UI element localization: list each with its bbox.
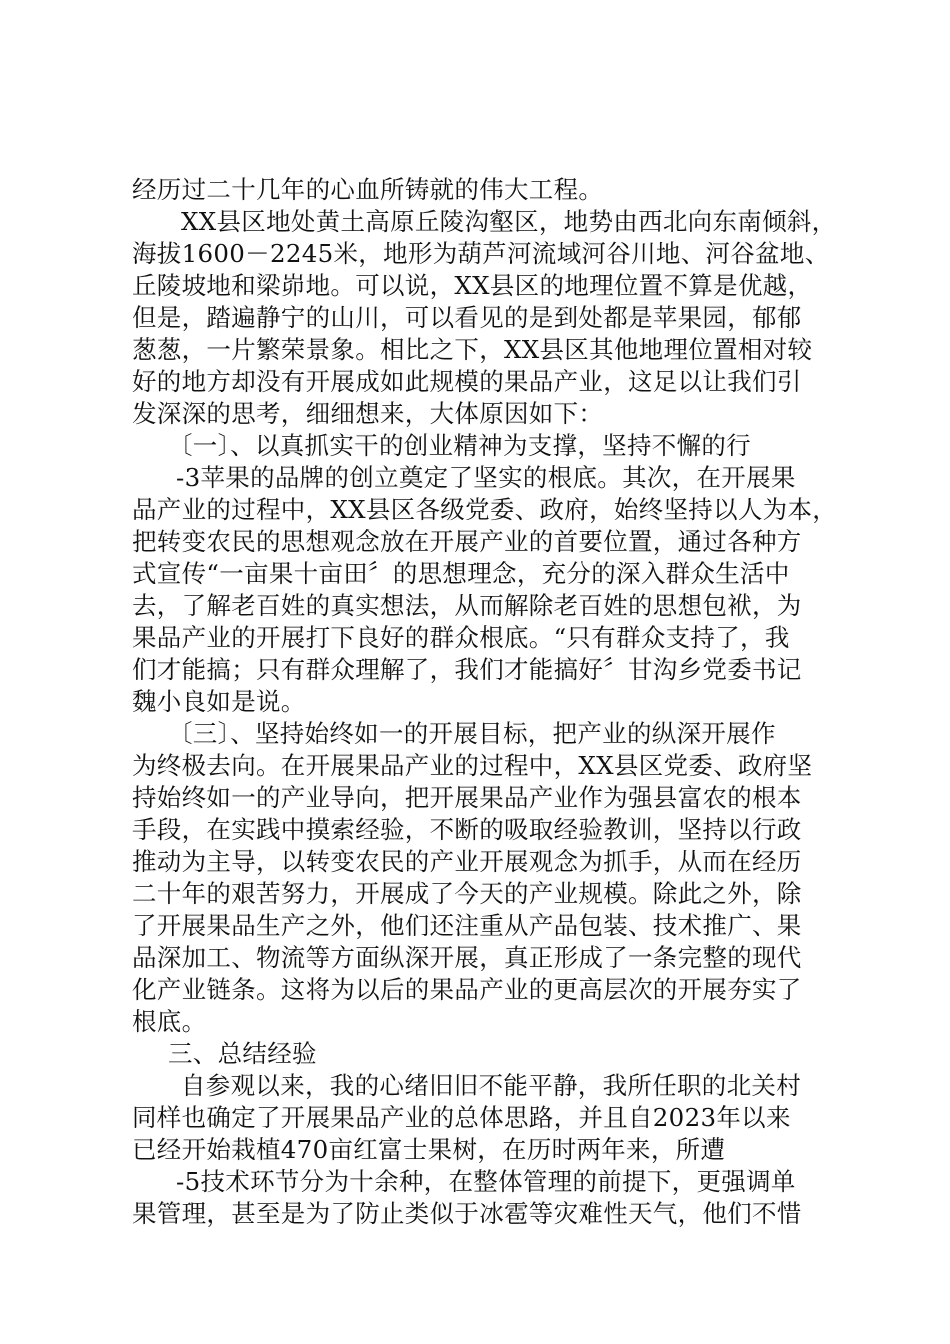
text-line: -5技术环节分为十余种，在整体管理的前提下，更强调单 bbox=[176, 1167, 796, 1196]
text-line: 品深加工、物流等方面纵深开展，真正形成了一条完整的现代 bbox=[132, 943, 802, 972]
text-line: 了开展果品生产之外，他们还注重从产品包装、技术推广、果 bbox=[132, 911, 802, 940]
text-line: 推动为主导，以转变农民的产业开展观念为抓手，从而在经历 bbox=[132, 847, 802, 876]
text-line: 手段，在实践中摸索经验，不断的吸取经验教训，坚持以行政 bbox=[132, 815, 802, 844]
text-line: 把转变农民的思想观念放在开展产业的首要位置，通过各种方 bbox=[132, 527, 802, 556]
text-line: 二十年的艰苦努力，开展成了今天的产业规模。除此之外，除 bbox=[132, 879, 802, 908]
text-line: -3苹果的品牌的创立奠定了坚实的根底。其次，在开展果 bbox=[176, 463, 796, 492]
text-line: 为终极去向。在开展果品产业的过程中，XX县区党委、政府坚 bbox=[132, 751, 813, 780]
text-line: 持始终如一的产业导向，把开展果品产业作为强县富农的根本 bbox=[132, 783, 802, 812]
text-line: 〔一〕、以真抓实干的创业精神为支撑，坚持不懈的行 bbox=[168, 431, 751, 460]
text-line: 魏小良如是说。 bbox=[132, 687, 306, 716]
text-line: 同样也确定了开展果品产业的总体思路，并且自2023年以来 bbox=[132, 1103, 791, 1132]
text-line: 品产业的过程中，XX县区各级党委、政府，始终坚持以人为本， bbox=[132, 495, 838, 524]
text-line: 果品产业的开展打下良好的群众根底。“只有群众支持了，我 bbox=[132, 623, 790, 652]
text-line: 〔三〕、坚持始终如一的开展目标，把产业的纵深开展作 bbox=[168, 719, 776, 748]
text-line: 们才能搞；只有群众理解了，我们才能搞好〞甘沟乡党委书记 bbox=[132, 655, 802, 684]
text-line: 丘陵坡地和梁峁地。可以说，XX县区的地理位置不算是优越， bbox=[132, 271, 813, 300]
text-line: 式宣传“一亩果十亩田〞的思想理念，充分的深入群众生活中 bbox=[132, 559, 790, 588]
text-line: XX县区地处黄土高原丘陵沟壑区，地势由西北向东南倾斜， bbox=[181, 207, 837, 236]
text-line: 自参观以来，我的心绪旧旧不能平静，我所任职的北关村 bbox=[181, 1071, 801, 1100]
section-heading: 三、总结经验 bbox=[168, 1039, 317, 1068]
text-line: 根底。 bbox=[132, 1007, 207, 1036]
text-line: 发深深的思考，细细想来，大体原因如下： bbox=[132, 399, 604, 428]
text-line: 但是，踏遍静宁的山川，可以看见的是到处都是苹果园，郁郁 bbox=[132, 303, 802, 332]
text-line: 海拔1600－2245米，地形为葫芦河流域河谷川地、河谷盆地、 bbox=[132, 239, 830, 268]
text-line: 化产业链条。这将为以后的果品产业的更高层次的开展夯实了 bbox=[132, 975, 802, 1004]
text-line: 好的地方却没有开展成如此规模的果品产业，这足以让我们引 bbox=[132, 367, 802, 396]
text-line: 葱葱，一片繁荣景象。相比之下，XX县区其他地理位置相对较 bbox=[132, 335, 813, 364]
text-line: 已经开始栽植470亩红富士果树，在历时两年来，所遭 bbox=[132, 1135, 726, 1164]
text-line: 去，了解老百姓的真实想法，从而解除老百姓的思想包袱，为 bbox=[132, 591, 802, 620]
text-line: 果管理，甚至是为了防止类似于冰雹等灾难性天气，他们不惜 bbox=[132, 1199, 802, 1228]
text-line: 经历过二十几年的心血所铸就的伟大工程。 bbox=[132, 175, 604, 204]
